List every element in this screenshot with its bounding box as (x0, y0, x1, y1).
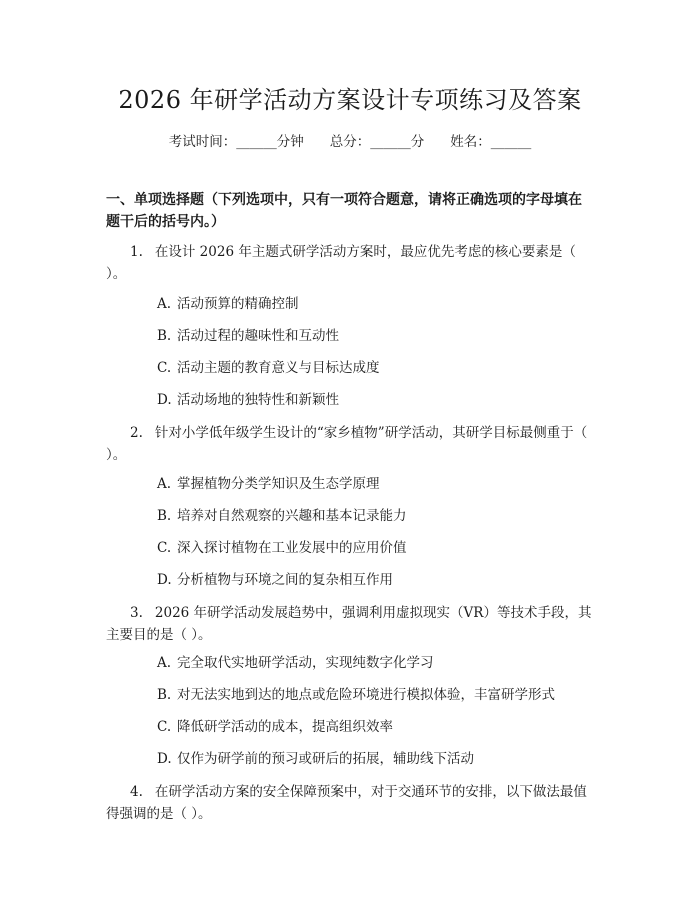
question-1-option-a (157, 294, 597, 314)
option-letter: C. (157, 719, 172, 735)
option-letter: B. (157, 328, 172, 344)
option-letter: C. (157, 360, 172, 376)
option-text: 活动预算的精确控制 (177, 296, 299, 312)
question-1-option-c (157, 358, 597, 378)
question-2-option-a (157, 474, 597, 494)
question-text: 在研学活动方案的安全保障预案中，对于交通环节的安排，以下做法最值得强调的是（ ）。 (106, 784, 587, 822)
option-letter: A. (157, 476, 172, 492)
option-text: 深入探讨植物在工业发展中的应用价值 (177, 540, 407, 556)
option-text: 掌握植物分类学知识及生态学原理 (177, 476, 380, 492)
question-3-option-b (157, 685, 597, 705)
question-1-option-b (157, 326, 597, 346)
option-letter: B. (157, 687, 172, 703)
question-text: 2026 年研学活动发展趋势中，强调利用虚拟现实（VR）等技术手段，其主要目的是（ ）。 (106, 605, 592, 643)
question-4 (106, 781, 592, 825)
option-letter: A. (157, 655, 172, 671)
question-3 (106, 602, 592, 646)
question-number: 4. (130, 784, 143, 800)
page-title: 2026 年研学活动方案设计专项练习及答案 (118, 86, 582, 114)
option-text: 完全取代实地研学活动，实现纯数字化学习 (177, 655, 434, 671)
question-3-option-a (157, 653, 597, 673)
option-text: 分析植物与环境之间的复杂相互作用 (177, 572, 393, 588)
option-text: 仅作为研学前的预习或研后的拓展，辅助线下活动 (177, 751, 474, 767)
question-text: 在设计 2026 年主题式研学活动方案时，最应优先考虑的核心要素是（ ）。 (106, 244, 576, 282)
exam-time-field: 考试时间：______分钟 (168, 134, 304, 150)
option-letter: D. (157, 572, 172, 588)
option-letter: A. (157, 296, 172, 312)
section-heading: 一、单项选择题（下列选项中，只有一项符合题意，请将正确选项的字母填在题干后的括号内。） (106, 192, 582, 230)
question-2-option-b (157, 506, 597, 526)
option-text: 对无法实地到达的地点或危险环境进行模拟体验，丰富研学形式 (177, 687, 555, 703)
question-1 (106, 241, 592, 285)
option-letter: D. (157, 751, 172, 767)
question-2 (106, 422, 592, 466)
option-text: 培养对自然观察的兴趣和基本记录能力 (177, 508, 407, 524)
option-letter: C. (157, 540, 172, 556)
option-text: 活动主题的教育意义与目标达成度 (177, 360, 380, 376)
question-text: 针对小学低年级学生设计的“家乡植物”研学活动，其研学目标最侧重于（ ）。 (106, 425, 588, 463)
question-number: 2. (130, 425, 143, 441)
exam-meta (0, 130, 700, 150)
total-score-field: 总分：______分 (329, 134, 425, 150)
question-3-option-d (157, 749, 597, 769)
question-2-option-d (157, 570, 597, 590)
option-letter: D. (157, 392, 172, 408)
student-name-field: 姓名：______ (450, 134, 532, 150)
option-letter: B. (157, 508, 172, 524)
question-2-option-c (157, 538, 597, 558)
question-3-option-c (157, 717, 597, 737)
question-number: 3. (130, 605, 143, 621)
option-text: 活动过程的趣味性和互动性 (177, 328, 339, 344)
option-text: 降低研学活动的成本，提高组织效率 (177, 719, 393, 735)
option-text: 活动场地的独特性和新颖性 (177, 392, 339, 408)
question-1-option-d (157, 390, 597, 410)
question-number: 1. (130, 244, 143, 260)
